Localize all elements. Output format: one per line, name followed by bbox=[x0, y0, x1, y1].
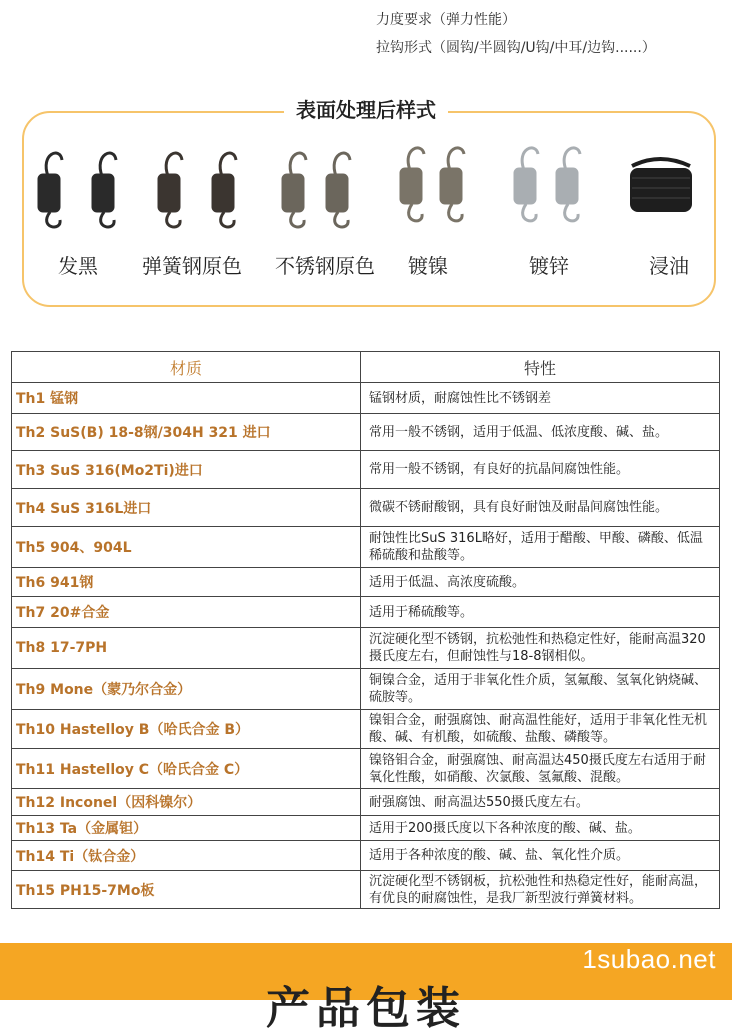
table-row bbox=[12, 841, 720, 871]
property-cell: 常用一般不锈钢，适用于低温、低浓度酸、碱、盐。 bbox=[361, 414, 720, 451]
property-cell: 沉淀硬化型不锈钢，抗松弛性和热稳定性好，能耐高温320摄氏度左右，但耐蚀性与18-8钢相似。 bbox=[361, 628, 720, 669]
table-row bbox=[12, 669, 720, 710]
property-cell: 铜镍合金，适用于非氧化性介质，氢氟酸、氢氧化钠烧碱、硫胺等。 bbox=[361, 669, 720, 710]
material-cell: Th6 941钢 bbox=[12, 568, 361, 597]
label-oil: 浸油 bbox=[649, 254, 689, 278]
table-row bbox=[12, 383, 720, 414]
table-row bbox=[12, 710, 720, 749]
packaging-title: 产品包装 bbox=[266, 983, 466, 1034]
material-cell: Th11 Hastelloy C（哈氏合金 C） bbox=[12, 749, 361, 789]
table-row bbox=[12, 527, 720, 568]
table-row bbox=[12, 789, 720, 816]
table-header-row bbox=[12, 352, 720, 383]
property-cell: 常用一般不锈钢，有良好的抗晶间腐蚀性能。 bbox=[361, 451, 720, 489]
property-cell: 耐强腐蚀、耐高温达550摄氏度左右。 bbox=[361, 789, 720, 816]
spring-image-spring-steel bbox=[158, 153, 236, 227]
spring-image-stainless bbox=[282, 153, 350, 227]
table-row bbox=[12, 451, 720, 489]
material-cell: Th10 Hastelloy B（哈氏合金 B） bbox=[12, 710, 361, 749]
property-cell: 适用于各种浓度的酸、碱、盐、氧化性介质。 bbox=[361, 841, 720, 871]
watermark-text: 1subao.net bbox=[582, 944, 716, 974]
material-cell: Th14 Ti（钛合金） bbox=[12, 841, 361, 871]
table-row bbox=[12, 489, 720, 527]
table-row bbox=[12, 414, 720, 451]
spring-image-oil bbox=[630, 159, 692, 212]
label-spring-steel: 弹簧钢原色 bbox=[142, 254, 242, 278]
property-cell: 镍铬钼合金，耐强腐蚀、耐高温达450摄氏度左右适用于耐氧化性酸，如硝酸、次氯酸、氢氟酸、混酸。 bbox=[361, 749, 720, 789]
table-row bbox=[12, 568, 720, 597]
table-row bbox=[12, 597, 720, 628]
header-text bbox=[376, 6, 656, 62]
material-cell: Th5 904、904L bbox=[12, 527, 361, 568]
property-cell: 锰钢材质，耐腐蚀性比不锈钢差 bbox=[361, 383, 720, 414]
material-cell: Th13 Ta（金属钽） bbox=[12, 816, 361, 841]
label-black: 发黑 bbox=[58, 254, 98, 278]
material-cell: Th9 Mone（蒙乃尔合金） bbox=[12, 669, 361, 710]
property-header: 特性 bbox=[361, 352, 720, 383]
material-cell: Th3 SuS 316(Mo2Ti)进口 bbox=[12, 451, 361, 489]
spring-image-black bbox=[38, 153, 116, 227]
spring-samples bbox=[0, 146, 732, 236]
material-cell: Th4 SuS 316L进口 bbox=[12, 489, 361, 527]
spring-image-nickel bbox=[400, 148, 464, 221]
label-stainless: 不锈钢原色 bbox=[275, 254, 375, 278]
property-cell: 适用于稀硫酸等。 bbox=[361, 597, 720, 628]
property-cell: 沉淀硬化型不锈钢板，抗松弛性和热稳定性好，能耐高温，有优良的耐腐蚀性，是我厂新型波行弹簧材料。 bbox=[361, 871, 720, 909]
property-cell: 镍钼合金，耐强腐蚀、耐高温性能好，适用于非氧化性无机酸、碱、有机酸，如硫酸、盐酸、磷酸等。 bbox=[361, 710, 720, 749]
property-cell: 耐蚀性比SuS 316L略好，适用于醋酸、甲酸、磷酸、低温稀硫酸和盐酸等。 bbox=[361, 527, 720, 568]
material-cell: Th2 SuS(B) 18-8钢/304H 321 进口 bbox=[12, 414, 361, 451]
material-table bbox=[11, 351, 720, 909]
table-row bbox=[12, 628, 720, 669]
material-cell: Th7 20#合金 bbox=[12, 597, 361, 628]
material-cell: Th15 PH15-7Mo板 bbox=[12, 871, 361, 909]
material-cell: Th1 锰钢 bbox=[12, 383, 361, 414]
table-row bbox=[12, 871, 720, 909]
hook-type-text: 拉钩形式（圆钩/半圆钩/U钩/中耳/边钩......） bbox=[376, 40, 656, 56]
property-cell: 适用于200摄氏度以下各种浓度的酸、碱、盐。 bbox=[361, 816, 720, 841]
table-row bbox=[12, 749, 720, 789]
label-nickel: 镀镍 bbox=[408, 254, 448, 278]
property-cell: 适用于低温、高浓度硫酸。 bbox=[361, 568, 720, 597]
spring-images bbox=[0, 146, 732, 236]
label-zinc: 镀锌 bbox=[529, 254, 569, 278]
surface-treatment-title: 表面处理后样式 bbox=[0, 94, 732, 123]
material-cell: Th12 Inconel（因科镍尔） bbox=[12, 789, 361, 816]
spring-image-zinc bbox=[514, 148, 580, 221]
property-cell: 微碳不锈耐酸钢，具有良好耐蚀及耐晶间腐蚀性能。 bbox=[361, 489, 720, 527]
material-header: 材质 bbox=[12, 352, 361, 383]
material-cell: Th8 17-7PH bbox=[12, 628, 361, 669]
force-requirement-text: 力度要求（弹力性能） bbox=[376, 12, 516, 28]
table-row bbox=[12, 816, 720, 841]
